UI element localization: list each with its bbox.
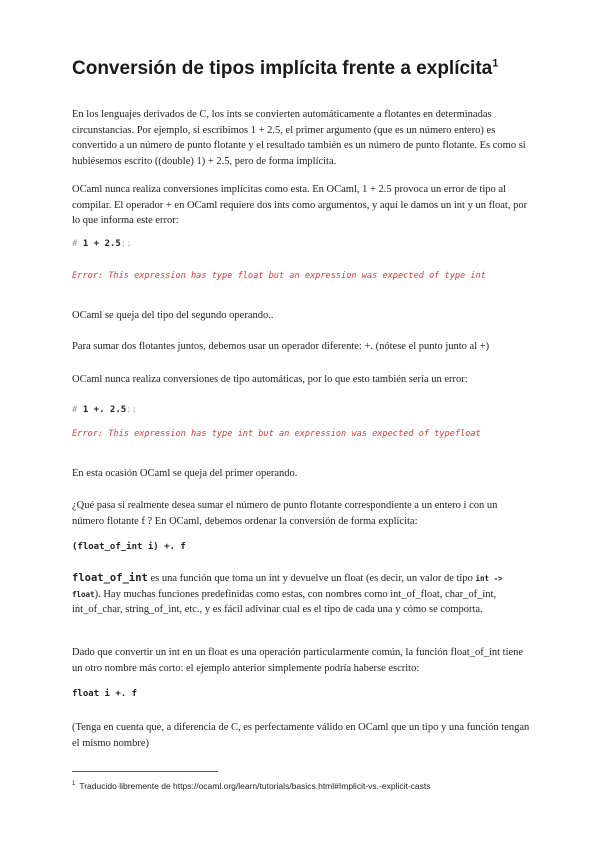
error-message-float-expected-int: Error: This expression has type float but an expression was expected of type int xyxy=(72,271,486,281)
paragraph-implicit-conversion-c: En los lenguajes derivados de C, los ints se convierten automáticamente a flotantes en determinadas circunstancias. Por ejemplo, si escribimos 1 + 2.5, el primer argumento (que es un número entero) es convertido a un número de punto flotante y el resultado también es un número de punto flotante. Es como si hubiésemos escrito ((double) 1) + 2.5, pero de forma implícita. xyxy=(72,109,526,167)
error-message-int-expected-float: Error: This expression has type int but an expression was expected of typefloat xyxy=(72,429,481,439)
paragraph-no-automatic-conversion: OCaml nunca realiza conversiones de tipo automáticas, por lo que esto también sería un error: xyxy=(72,374,468,385)
footnote-mark: 1 xyxy=(72,781,76,788)
code-block-float-shorthand xyxy=(72,687,137,701)
paragraph-float-shorthand: Dado que convertir un int en un float es una operación particularmente común, la función float_of_int tiene un otro nombre más corto: el ejemplo anterior simplemente podría haberse escrito: xyxy=(72,647,524,674)
title-text: Conversión de tipos implícita frente a explícita xyxy=(72,58,493,79)
paragraph-text: ). Hay muchas funciones predefinidas como estas, con nombres como int_of_float, char_of_int, int_of_char, string_of_int, etc., y es fácil adivinar cual es el tipo de cada una y cómo se comporta. xyxy=(72,588,497,615)
code-prompt: # xyxy=(72,405,78,415)
paragraph-text: es una función que toma un int y devuelve un float (es decir, un valor de tipo xyxy=(147,573,476,584)
code-prompt: # xyxy=(72,239,78,249)
code-expression: (float_of_int i) +. f xyxy=(72,542,186,552)
paragraph-first-operand: En esta ocasión OCaml se queja del primer operando. xyxy=(72,468,298,479)
paragraph-type-function-same-name: (Tenga en cuenta que, a diferencia de C, es perfectamente válido en OCaml que un tipo y una función tengan el mismo nombre) xyxy=(72,722,530,749)
inline-code-type-signature: int -> float xyxy=(72,574,503,599)
code-block-int-plusdot-float xyxy=(72,403,137,417)
inline-code-float-of-int: float_of_int xyxy=(72,572,148,584)
code-expression: 1 +. 2.5 xyxy=(82,405,127,415)
paragraph-float-of-int-description xyxy=(72,571,530,618)
code-block-int-plus-float xyxy=(72,237,132,251)
code-expression: 1 + 2.5 xyxy=(82,239,121,249)
code-terminator: ;; xyxy=(126,405,138,415)
footnote-text[interactable]: Traducido libremente de https://ocaml.org/learn/tutorials/basics.html#Implicit-vs.-explicit-casts xyxy=(79,781,431,791)
footnote xyxy=(72,780,431,792)
code-expression: float i +. f xyxy=(72,689,138,699)
paragraph-ocaml-no-implicit: OCaml nunca realiza conversiones implícitas como esta. En OCaml, 1 + 2.5 provoca un error de tipo al compilar. El operador + en OCaml requiere dos ints como argumentos, y aquí le damos un int y un float, por lo que informa este error: xyxy=(72,184,528,226)
footnote-separator xyxy=(72,771,218,772)
title-footnote-mark[interactable]: 1 xyxy=(492,57,499,70)
code-block-float-of-int xyxy=(72,540,186,554)
code-terminator: ;; xyxy=(120,239,132,249)
page-title xyxy=(72,56,498,82)
paragraph-float-operator: Para sumar dos flotantes juntos, debemos usar un operador diferente: +. (nótese el punto junto al +) xyxy=(72,341,490,352)
paragraph-explicit-conversion: ¿Qué pasa si realmente desea sumar el número de punto flotante correspondiente a un entero i con un número flotante f ? En OCaml, debemos ordenar la conversión de forma explícita: xyxy=(72,500,498,527)
paragraph-second-operand: OCaml se queja del tipo del segundo operando.. xyxy=(72,310,274,321)
